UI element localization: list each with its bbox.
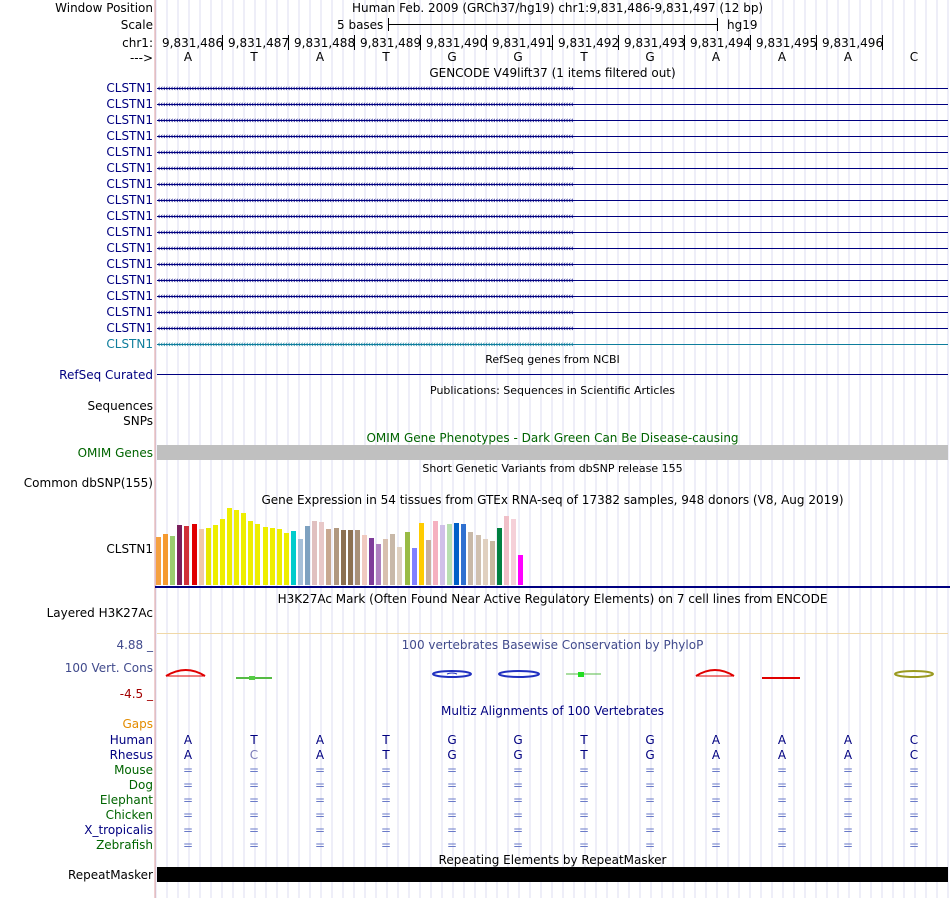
gtex-tissue-bar[interactable] (298, 539, 303, 585)
chr-label: chr1: (122, 36, 153, 50)
ruler-position-label: 9,831,487 (228, 36, 290, 50)
multiz-species-label[interactable]: X_tropicalis (84, 823, 153, 837)
gtex-tissue-bar[interactable] (440, 525, 445, 585)
multiz-base: = (710, 778, 722, 792)
gencode-strand-arrows: ‹‹‹‹‹‹‹‹‹‹‹‹‹‹‹‹‹‹‹‹‹‹‹‹‹‹‹‹‹‹‹‹‹‹‹‹‹‹‹‹‹‹‹‹‹‹‹‹‹‹‹‹‹‹‹‹‹‹‹‹‹‹‹‹‹‹‹‹‹‹‹‹‹‹‹‹‹‹‹‹‹‹‹‹‹‹‹‹‹‹‹‹‹‹‹‹‹‹‹‹‹‹‹‹‹‹‹‹‹‹‹‹‹‹‹‹‹‹‹‹‹‹‹‹‹‹‹‹‹‹‹‹‹‹‹‹‹‹‹‹‹‹‹‹‹‹‹‹‹‹‹‹‹‹‹‹‹‹‹‹ (157, 196, 573, 206)
dbsnp-track-title: Short Genetic Variants from dbSNP release 155 (422, 462, 683, 475)
h3k27ac-baseline (157, 633, 948, 634)
multiz-base: = (182, 778, 194, 792)
gtex-tissue-bar[interactable] (405, 532, 410, 585)
multiz-base: G (513, 748, 523, 762)
ruler-position-label: 9,831,491 (492, 36, 554, 50)
multiz-base: = (908, 793, 920, 807)
multiz-base: = (578, 763, 590, 777)
ruler-position-label: 9,831,486 (162, 36, 224, 50)
gencode-item-label[interactable]: CLSTN1 (106, 145, 153, 159)
gencode-item-label[interactable]: CLSTN1 (106, 193, 153, 207)
multiz-base: = (776, 823, 788, 837)
refseq-gene-line[interactable] (157, 374, 948, 375)
multiz-base: = (578, 778, 590, 792)
gtex-tissue-bar[interactable] (227, 508, 232, 585)
ruler-position-label: 9,831,489 (360, 36, 422, 50)
multiz-base: = (314, 778, 326, 792)
ruler-position-label: 9,831,490 (426, 36, 488, 50)
multiz-base: G (447, 733, 457, 747)
multiz-base: = (446, 823, 458, 837)
phylop-conservation-glyphs[interactable] (0, 660, 950, 690)
scale-bar-right-tick (717, 18, 718, 31)
multiz-base: = (314, 823, 326, 837)
gtex-tissue-bar[interactable] (284, 533, 289, 585)
multiz-base: = (248, 823, 260, 837)
multiz-species-label[interactable]: Mouse (114, 763, 153, 777)
gtex-tissue-bar[interactable] (163, 534, 168, 585)
repeatmasker-bar[interactable] (157, 867, 948, 882)
multiz-base: = (182, 793, 194, 807)
multiz-base: A (777, 748, 787, 762)
multiz-base: A (183, 733, 193, 747)
ruler-position-label: 9,831,496 (822, 36, 884, 50)
reference-base: G (447, 50, 457, 64)
gtex-tissue-bar[interactable] (383, 539, 388, 585)
multiz-base: A (315, 733, 325, 747)
multiz-base: = (182, 808, 194, 822)
gtex-track-label[interactable]: CLSTN1 (106, 542, 153, 556)
multiz-base: = (710, 763, 722, 777)
phylop-min-label: -4.5 _ (119, 687, 153, 701)
gtex-tissue-bar[interactable] (270, 528, 275, 585)
multiz-base: = (248, 838, 260, 852)
multiz-base: T (580, 748, 588, 762)
multiz-species-label[interactable]: Human (109, 733, 153, 747)
gencode-item-label[interactable]: CLSTN1 (106, 305, 153, 319)
gencode-item-label[interactable]: CLSTN1 (106, 161, 153, 175)
phylop-max-label: 4.88 _ (116, 638, 153, 652)
gtex-tissue-bar[interactable] (156, 537, 161, 585)
gtex-tissue-bar[interactable] (426, 540, 431, 585)
multiz-base: = (182, 823, 194, 837)
gencode-strand-arrows: ‹‹‹‹‹‹‹‹‹‹‹‹‹‹‹‹‹‹‹‹‹‹‹‹‹‹‹‹‹‹‹‹‹‹‹‹‹‹‹‹‹‹‹‹‹‹‹‹‹‹‹‹‹‹‹‹‹‹‹‹‹‹‹‹‹‹‹‹‹‹‹‹‹‹‹‹‹‹‹‹‹‹‹‹‹‹‹‹‹‹‹‹‹‹‹‹‹‹‹‹‹‹‹‹‹‹‹‹‹‹‹‹‹‹‹‹‹‹‹‹‹‹‹‹‹‹‹‹‹‹‹‹‹‹‹‹‹‹‹‹‹‹‹‹‹‹‹‹‹‹‹‹‹‹‹‹‹‹‹‹ (157, 340, 573, 350)
gencode-strand-arrows: ‹‹‹‹‹‹‹‹‹‹‹‹‹‹‹‹‹‹‹‹‹‹‹‹‹‹‹‹‹‹‹‹‹‹‹‹‹‹‹‹‹‹‹‹‹‹‹‹‹‹‹‹‹‹‹‹‹‹‹‹‹‹‹‹‹‹‹‹‹‹‹‹‹‹‹‹‹‹‹‹‹‹‹‹‹‹‹‹‹‹‹‹‹‹‹‹‹‹‹‹‹‹‹‹‹‹‹‹‹‹‹‹‹‹‹‹‹‹‹‹‹‹‹‹‹‹‹‹‹‹‹‹‹‹‹‹‹‹‹‹‹‹‹‹‹‹‹‹‹‹‹‹‹‹‹‹‹‹‹‹ (157, 132, 573, 142)
gtex-tissue-bar[interactable] (490, 541, 495, 585)
gtex-tissue-bar[interactable] (476, 535, 481, 585)
reference-base: C (909, 50, 919, 64)
multiz-base: = (578, 838, 590, 852)
gencode-strand-arrows: ‹‹‹‹‹‹‹‹‹‹‹‹‹‹‹‹‹‹‹‹‹‹‹‹‹‹‹‹‹‹‹‹‹‹‹‹‹‹‹‹‹‹‹‹‹‹‹‹‹‹‹‹‹‹‹‹‹‹‹‹‹‹‹‹‹‹‹‹‹‹‹‹‹‹‹‹‹‹‹‹‹‹‹‹‹‹‹‹‹‹‹‹‹‹‹‹‹‹‹‹‹‹‹‹‹‹‹‹‹‹‹‹‹‹‹‹‹‹‹‹‹‹‹‹‹‹‹‹‹‹‹‹‹‹‹‹‹‹‹‹‹‹‹‹‹‹‹‹‹‹‹‹‹‹‹‹‹‹‹‹ (157, 244, 573, 254)
multiz-base: = (380, 838, 392, 852)
gtex-tissue-bar[interactable] (234, 510, 239, 585)
gencode-item-label[interactable]: CLSTN1 (106, 225, 153, 239)
gencode-item-label[interactable]: CLSTN1 (106, 289, 153, 303)
refseq-track-title: RefSeq genes from NCBI (485, 353, 620, 366)
strand-label: ---> (129, 51, 153, 65)
multiz-base: = (380, 778, 392, 792)
gtex-tissue-bar[interactable] (334, 528, 339, 585)
multiz-base: = (512, 823, 524, 837)
reference-base: A (315, 50, 325, 64)
multiz-base: = (776, 808, 788, 822)
gencode-strand-arrows: ‹‹‹‹‹‹‹‹‹‹‹‹‹‹‹‹‹‹‹‹‹‹‹‹‹‹‹‹‹‹‹‹‹‹‹‹‹‹‹‹‹‹‹‹‹‹‹‹‹‹‹‹‹‹‹‹‹‹‹‹‹‹‹‹‹‹‹‹‹‹‹‹‹‹‹‹‹‹‹‹‹‹‹‹‹‹‹‹‹‹‹‹‹‹‹‹‹‹‹‹‹‹‹‹‹‹‹‹‹‹‹‹‹‹‹‹‹‹‹‹‹‹‹‹‹‹‹‹‹‹‹‹‹‹‹‹‹‹‹‹‹‹‹‹‹‹‹‹‹‹‹‹‹‹‹‹‹‹‹‹ (157, 116, 573, 126)
scale-label: Scale (120, 18, 153, 32)
multiz-base: = (182, 838, 194, 852)
scale-bar (388, 24, 718, 25)
gtex-tissue-bar[interactable] (213, 525, 218, 585)
reference-base: A (711, 50, 721, 64)
repeatmasker-track-title: Repeating Elements by RepeatMasker (438, 853, 667, 867)
multiz-base: = (644, 823, 656, 837)
gencode-strand-arrows: ‹‹‹‹‹‹‹‹‹‹‹‹‹‹‹‹‹‹‹‹‹‹‹‹‹‹‹‹‹‹‹‹‹‹‹‹‹‹‹‹‹‹‹‹‹‹‹‹‹‹‹‹‹‹‹‹‹‹‹‹‹‹‹‹‹‹‹‹‹‹‹‹‹‹‹‹‹‹‹‹‹‹‹‹‹‹‹‹‹‹‹‹‹‹‹‹‹‹‹‹‹‹‹‹‹‹‹‹‹‹‹‹‹‹‹‹‹‹‹‹‹‹‹‹‹‹‹‹‹‹‹‹‹‹‹‹‹‹‹‹‹‹‹‹‹‹‹‹‹‹‹‹‹‹‹‹‹‹‹‹ (157, 84, 573, 94)
multiz-base: = (908, 823, 920, 837)
gtex-tissue-bar[interactable] (319, 522, 324, 585)
multiz-species-label[interactable]: Elephant (99, 793, 153, 807)
multiz-base: = (314, 763, 326, 777)
publications-track-title: Publications: Sequences in Scientific Articles (430, 384, 675, 397)
gtex-tissue-bar[interactable] (255, 524, 260, 585)
ruler-position-label: 9,831,494 (690, 36, 752, 50)
multiz-base: C (249, 748, 259, 762)
multiz-base: = (710, 838, 722, 852)
multiz-base: G (645, 748, 655, 762)
multiz-base: C (909, 748, 919, 762)
multiz-base: = (248, 778, 260, 792)
multiz-base: = (512, 838, 524, 852)
gtex-tissue-bar[interactable] (206, 528, 211, 585)
gtex-tissue-bar[interactable] (277, 529, 282, 585)
window-position-label: Window Position (55, 1, 153, 15)
omim-track-label[interactable]: OMIM Genes (77, 446, 153, 460)
multiz-base: = (908, 763, 920, 777)
gtex-tissue-bar[interactable] (355, 530, 360, 585)
multiz-base: = (248, 763, 260, 777)
gencode-strand-arrows: ‹‹‹‹‹‹‹‹‹‹‹‹‹‹‹‹‹‹‹‹‹‹‹‹‹‹‹‹‹‹‹‹‹‹‹‹‹‹‹‹‹‹‹‹‹‹‹‹‹‹‹‹‹‹‹‹‹‹‹‹‹‹‹‹‹‹‹‹‹‹‹‹‹‹‹‹‹‹‹‹‹‹‹‹‹‹‹‹‹‹‹‹‹‹‹‹‹‹‹‹‹‹‹‹‹‹‹‹‹‹‹‹‹‹‹‹‹‹‹‹‹‹‹‹‹‹‹‹‹‹‹‹‹‹‹‹‹‹‹‹‹‹‹‹‹‹‹‹‹‹‹‹‹‹‹‹‹‹‹‹ (157, 180, 573, 190)
gtex-tissue-bar[interactable] (263, 527, 268, 585)
gencode-item-label[interactable]: CLSTN1 (106, 257, 153, 271)
multiz-base: = (710, 793, 722, 807)
gtex-tissue-bar[interactable] (305, 526, 310, 585)
multiz-base: = (842, 823, 854, 837)
gtex-tissue-bar[interactable] (504, 516, 509, 585)
multiz-base: T (382, 733, 390, 747)
multiz-base: = (446, 763, 458, 777)
gtex-tissue-bar[interactable] (433, 521, 438, 585)
multiz-base: = (908, 778, 920, 792)
gtex-tissue-bar[interactable] (291, 531, 296, 585)
omim-gene-bar[interactable] (157, 445, 948, 460)
reference-base: T (382, 50, 390, 64)
dbsnp-track-label[interactable]: Common dbSNP(155) (23, 476, 153, 490)
gtex-tissue-bar[interactable] (326, 529, 331, 585)
multiz-base: C (909, 733, 919, 747)
multiz-base: G (645, 733, 655, 747)
gtex-tissue-bar[interactable] (390, 534, 395, 585)
ruler-position-label: 9,831,495 (756, 36, 818, 50)
gtex-tissue-bar[interactable] (468, 532, 473, 585)
gencode-strand-arrows: ‹‹‹‹‹‹‹‹‹‹‹‹‹‹‹‹‹‹‹‹‹‹‹‹‹‹‹‹‹‹‹‹‹‹‹‹‹‹‹‹‹‹‹‹‹‹‹‹‹‹‹‹‹‹‹‹‹‹‹‹‹‹‹‹‹‹‹‹‹‹‹‹‹‹‹‹‹‹‹‹‹‹‹‹‹‹‹‹‹‹‹‹‹‹‹‹‹‹‹‹‹‹‹‹‹‹‹‹‹‹‹‹‹‹‹‹‹‹‹‹‹‹‹‹‹‹‹‹‹‹‹‹‹‹‹‹‹‹‹‹‹‹‹‹‹‹‹‹‹‹‹‹‹‹‹‹‹‹‹‹ (157, 148, 573, 158)
multiz-base: = (512, 808, 524, 822)
multiz-base: = (446, 808, 458, 822)
gtex-tissue-bar[interactable] (483, 539, 488, 585)
multiz-base: = (512, 778, 524, 792)
multiz-base: = (446, 838, 458, 852)
gencode-strand-arrows: ‹‹‹‹‹‹‹‹‹‹‹‹‹‹‹‹‹‹‹‹‹‹‹‹‹‹‹‹‹‹‹‹‹‹‹‹‹‹‹‹‹‹‹‹‹‹‹‹‹‹‹‹‹‹‹‹‹‹‹‹‹‹‹‹‹‹‹‹‹‹‹‹‹‹‹‹‹‹‹‹‹‹‹‹‹‹‹‹‹‹‹‹‹‹‹‹‹‹‹‹‹‹‹‹‹‹‹‹‹‹‹‹‹‹‹‹‹‹‹‹‹‹‹‹‹‹‹‹‹‹‹‹‹‹‹‹‹‹‹‹‹‹‹‹‹‹‹‹‹‹‹‹‹‹‹‹‹‹‹‹ (157, 308, 573, 318)
multiz-base: = (578, 793, 590, 807)
gencode-strand-arrows: ‹‹‹‹‹‹‹‹‹‹‹‹‹‹‹‹‹‹‹‹‹‹‹‹‹‹‹‹‹‹‹‹‹‹‹‹‹‹‹‹‹‹‹‹‹‹‹‹‹‹‹‹‹‹‹‹‹‹‹‹‹‹‹‹‹‹‹‹‹‹‹‹‹‹‹‹‹‹‹‹‹‹‹‹‹‹‹‹‹‹‹‹‹‹‹‹‹‹‹‹‹‹‹‹‹‹‹‹‹‹‹‹‹‹‹‹‹‹‹‹‹‹‹‹‹‹‹‹‹‹‹‹‹‹‹‹‹‹‹‹‹‹‹‹‹‹‹‹‹‹‹‹‹‹‹‹‹‹‹‹ (157, 164, 573, 174)
multiz-base: = (842, 778, 854, 792)
gtex-tissue-bar[interactable] (170, 536, 175, 585)
h3k27ac-track-label[interactable]: Layered H3K27Ac (46, 606, 153, 620)
gtex-tissue-bar[interactable] (248, 521, 253, 585)
gencode-item-label[interactable]: CLSTN1 (106, 337, 153, 351)
multiz-base: = (776, 778, 788, 792)
gtex-tissue-bar[interactable] (461, 524, 466, 585)
gtex-tissue-bar[interactable] (199, 529, 204, 585)
gtex-tissue-bar[interactable] (341, 530, 346, 585)
multiz-base: T (580, 733, 588, 747)
multiz-base: = (446, 793, 458, 807)
gtex-tissue-bar[interactable] (220, 519, 225, 585)
multiz-base: = (314, 793, 326, 807)
gtex-tissue-bar[interactable] (362, 535, 367, 585)
gencode-item-label[interactable]: CLSTN1 (106, 241, 153, 255)
phylop-track-title: 100 vertebrates Basewise Conservation by PhyloP (401, 638, 704, 652)
multiz-base: A (777, 733, 787, 747)
repeatmasker-track-label[interactable]: RepeatMasker (67, 868, 153, 882)
multiz-base: A (315, 748, 325, 762)
gtex-tissue-bar[interactable] (447, 524, 452, 585)
multiz-base: = (644, 778, 656, 792)
gtex-tissue-bar[interactable] (177, 525, 182, 585)
gtex-tissue-bar[interactable] (412, 548, 417, 585)
gtex-expression-bars[interactable] (155, 505, 535, 585)
multiz-base: = (380, 793, 392, 807)
multiz-base: = (710, 823, 722, 837)
multiz-track-title: Multiz Alignments of 100 Vertebrates (440, 704, 665, 718)
scale-bar-text: 5 bases (337, 18, 384, 32)
multiz-base: = (842, 763, 854, 777)
reference-base: T (580, 50, 588, 64)
gtex-tissue-bar[interactable] (376, 544, 381, 585)
multiz-base: = (512, 763, 524, 777)
refseq-track-label[interactable]: RefSeq Curated (59, 368, 153, 382)
gtex-tissue-bar[interactable] (312, 521, 317, 585)
multiz-base: = (314, 838, 326, 852)
gencode-item-label[interactable]: CLSTN1 (106, 81, 153, 95)
multiz-base: = (446, 778, 458, 792)
gencode-item-label[interactable]: CLSTN1 (106, 273, 153, 287)
multiz-base: A (843, 748, 853, 762)
multiz-species-label[interactable]: Rhesus (109, 748, 153, 762)
gencode-item-label[interactable]: CLSTN1 (106, 129, 153, 143)
multiz-base: = (314, 808, 326, 822)
gencode-track-title: GENCODE V49lift37 (1 items filtered out) (429, 66, 676, 80)
multiz-species-label[interactable]: Chicken (105, 808, 153, 822)
multiz-base: = (842, 808, 854, 822)
multiz-base: A (183, 748, 193, 762)
reference-base: A (183, 50, 193, 64)
publications-label-snps[interactable]: SNPs (123, 414, 153, 428)
omim-track-title: OMIM Gene Phenotypes - Dark Green Can Be Disease-causing (366, 431, 739, 445)
multiz-base: = (644, 763, 656, 777)
multiz-base: = (248, 793, 260, 807)
multiz-base: = (776, 838, 788, 852)
multiz-base: G (513, 733, 523, 747)
multiz-base: T (250, 733, 258, 747)
multiz-base: = (644, 808, 656, 822)
multiz-base: = (908, 838, 920, 852)
multiz-base: A (711, 733, 721, 747)
gencode-strand-arrows: ‹‹‹‹‹‹‹‹‹‹‹‹‹‹‹‹‹‹‹‹‹‹‹‹‹‹‹‹‹‹‹‹‹‹‹‹‹‹‹‹‹‹‹‹‹‹‹‹‹‹‹‹‹‹‹‹‹‹‹‹‹‹‹‹‹‹‹‹‹‹‹‹‹‹‹‹‹‹‹‹‹‹‹‹‹‹‹‹‹‹‹‹‹‹‹‹‹‹‹‹‹‹‹‹‹‹‹‹‹‹‹‹‹‹‹‹‹‹‹‹‹‹‹‹‹‹‹‹‹‹‹‹‹‹‹‹‹‹‹‹‹‹‹‹‹‹‹‹‹‹‹‹‹‹‹‹‹‹‹‹ (157, 100, 573, 110)
multiz-base: = (842, 793, 854, 807)
reference-base: A (777, 50, 787, 64)
multiz-base: = (380, 763, 392, 777)
scale-bar-left-tick (388, 18, 389, 31)
gtex-tissue-bar[interactable] (397, 547, 402, 585)
multiz-base: = (578, 823, 590, 837)
multiz-base: A (843, 733, 853, 747)
gencode-item-label[interactable]: CLSTN1 (106, 209, 153, 223)
multiz-base: = (248, 808, 260, 822)
gtex-tissue-bar[interactable] (348, 530, 353, 585)
gtex-tissue-bar[interactable] (369, 538, 374, 585)
gencode-item-label[interactable]: CLSTN1 (106, 321, 153, 335)
h3k27ac-track-title: H3K27Ac Mark (Often Found Near Active Regulatory Elements) on 7 cell lines from ENCODE (277, 592, 828, 606)
reference-base: T (250, 50, 258, 64)
gencode-item-label[interactable]: CLSTN1 (106, 113, 153, 127)
multiz-species-label[interactable]: Zebrafish (96, 838, 153, 852)
gtex-tissue-bar[interactable] (184, 526, 189, 585)
multiz-base: = (512, 793, 524, 807)
publications-label-sequences[interactable]: Sequences (87, 399, 153, 413)
gencode-strand-arrows: ‹‹‹‹‹‹‹‹‹‹‹‹‹‹‹‹‹‹‹‹‹‹‹‹‹‹‹‹‹‹‹‹‹‹‹‹‹‹‹‹‹‹‹‹‹‹‹‹‹‹‹‹‹‹‹‹‹‹‹‹‹‹‹‹‹‹‹‹‹‹‹‹‹‹‹‹‹‹‹‹‹‹‹‹‹‹‹‹‹‹‹‹‹‹‹‹‹‹‹‹‹‹‹‹‹‹‹‹‹‹‹‹‹‹‹‹‹‹‹‹‹‹‹‹‹‹‹‹‹‹‹‹‹‹‹‹‹‹‹‹‹‹‹‹‹‹‹‹‹‹‹‹‹‹‹‹‹‹‹‹ (157, 228, 573, 238)
multiz-base: G (447, 748, 457, 762)
multiz-base: = (380, 823, 392, 837)
multiz-base: A (711, 748, 721, 762)
gencode-item-label[interactable]: CLSTN1 (106, 97, 153, 111)
multiz-base: = (842, 838, 854, 852)
reference-base: A (843, 50, 853, 64)
multiz-base: = (644, 793, 656, 807)
scale-db-label: hg19 (727, 18, 758, 32)
gencode-item-label[interactable]: CLSTN1 (106, 177, 153, 191)
multiz-base: = (644, 838, 656, 852)
gaps-label: Gaps (122, 717, 153, 731)
gtex-tissue-bar[interactable] (192, 524, 197, 585)
multiz-species-label[interactable]: Dog (128, 778, 153, 792)
multiz-base: = (578, 808, 590, 822)
gencode-strand-arrows: ‹‹‹‹‹‹‹‹‹‹‹‹‹‹‹‹‹‹‹‹‹‹‹‹‹‹‹‹‹‹‹‹‹‹‹‹‹‹‹‹‹‹‹‹‹‹‹‹‹‹‹‹‹‹‹‹‹‹‹‹‹‹‹‹‹‹‹‹‹‹‹‹‹‹‹‹‹‹‹‹‹‹‹‹‹‹‹‹‹‹‹‹‹‹‹‹‹‹‹‹‹‹‹‹‹‹‹‹‹‹‹‹‹‹‹‹‹‹‹‹‹‹‹‹‹‹‹‹‹‹‹‹‹‹‹‹‹‹‹‹‹‹‹‹‹‹‹‹‹‹‹‹‹‹‹‹‹‹‹‹ (157, 212, 573, 222)
gencode-strand-arrows: ‹‹‹‹‹‹‹‹‹‹‹‹‹‹‹‹‹‹‹‹‹‹‹‹‹‹‹‹‹‹‹‹‹‹‹‹‹‹‹‹‹‹‹‹‹‹‹‹‹‹‹‹‹‹‹‹‹‹‹‹‹‹‹‹‹‹‹‹‹‹‹‹‹‹‹‹‹‹‹‹‹‹‹‹‹‹‹‹‹‹‹‹‹‹‹‹‹‹‹‹‹‹‹‹‹‹‹‹‹‹‹‹‹‹‹‹‹‹‹‹‹‹‹‹‹‹‹‹‹‹‹‹‹‹‹‹‹‹‹‹‹‹‹‹‹‹‹‹‹‹‹‹‹‹‹‹‹‹‹‹ (157, 292, 573, 302)
multiz-base: T (382, 748, 390, 762)
gtex-tissue-bar[interactable] (419, 523, 424, 585)
reference-base: G (645, 50, 655, 64)
ruler-position-label: 9,831,493 (624, 36, 686, 50)
gtex-tissue-bar[interactable] (454, 523, 459, 585)
multiz-base: = (908, 808, 920, 822)
ruler-position-label: 9,831,492 (558, 36, 620, 50)
multiz-base: = (182, 763, 194, 777)
ruler-position-label: 9,831,488 (294, 36, 356, 50)
gencode-strand-arrows: ‹‹‹‹‹‹‹‹‹‹‹‹‹‹‹‹‹‹‹‹‹‹‹‹‹‹‹‹‹‹‹‹‹‹‹‹‹‹‹‹‹‹‹‹‹‹‹‹‹‹‹‹‹‹‹‹‹‹‹‹‹‹‹‹‹‹‹‹‹‹‹‹‹‹‹‹‹‹‹‹‹‹‹‹‹‹‹‹‹‹‹‹‹‹‹‹‹‹‹‹‹‹‹‹‹‹‹‹‹‹‹‹‹‹‹‹‹‹‹‹‹‹‹‹‹‹‹‹‹‹‹‹‹‹‹‹‹‹‹‹‹‹‹‹‹‹‹‹‹‹‹‹‹‹‹‹‹‹‹‹ (157, 324, 573, 334)
multiz-base: = (776, 763, 788, 777)
reference-base: G (513, 50, 523, 64)
assembly-position-title: Human Feb. 2009 (GRCh37/hg19) chr1:9,831,486-9,831,497 (12 bp) (352, 1, 764, 15)
multiz-base: = (776, 793, 788, 807)
gtex-baseline (155, 586, 950, 588)
gtex-tissue-bar[interactable] (518, 555, 523, 585)
gtex-tissue-bar[interactable] (241, 513, 246, 585)
gtex-track-title: Gene Expression in 54 tissues from GTEx RNA-seq of 17382 samples, 948 donors (V8, Aug 2019) (261, 493, 844, 507)
gencode-strand-arrows: ‹‹‹‹‹‹‹‹‹‹‹‹‹‹‹‹‹‹‹‹‹‹‹‹‹‹‹‹‹‹‹‹‹‹‹‹‹‹‹‹‹‹‹‹‹‹‹‹‹‹‹‹‹‹‹‹‹‹‹‹‹‹‹‹‹‹‹‹‹‹‹‹‹‹‹‹‹‹‹‹‹‹‹‹‹‹‹‹‹‹‹‹‹‹‹‹‹‹‹‹‹‹‹‹‹‹‹‹‹‹‹‹‹‹‹‹‹‹‹‹‹‹‹‹‹‹‹‹‹‹‹‹‹‹‹‹‹‹‹‹‹‹‹‹‹‹‹‹‹‹‹‹‹‹‹‹‹‹‹‹ (157, 276, 573, 286)
phylop-track-label[interactable]: 100 Vert. Cons (64, 661, 153, 675)
gtex-tissue-bar[interactable] (497, 528, 502, 585)
multiz-base: = (710, 808, 722, 822)
multiz-base: = (380, 808, 392, 822)
gtex-tissue-bar[interactable] (511, 519, 516, 585)
gencode-strand-arrows: ‹‹‹‹‹‹‹‹‹‹‹‹‹‹‹‹‹‹‹‹‹‹‹‹‹‹‹‹‹‹‹‹‹‹‹‹‹‹‹‹‹‹‹‹‹‹‹‹‹‹‹‹‹‹‹‹‹‹‹‹‹‹‹‹‹‹‹‹‹‹‹‹‹‹‹‹‹‹‹‹‹‹‹‹‹‹‹‹‹‹‹‹‹‹‹‹‹‹‹‹‹‹‹‹‹‹‹‹‹‹‹‹‹‹‹‹‹‹‹‹‹‹‹‹‹‹‹‹‹‹‹‹‹‹‹‹‹‹‹‹‹‹‹‹‹‹‹‹‹‹‹‹‹‹‹‹‹‹‹‹ (157, 260, 573, 270)
